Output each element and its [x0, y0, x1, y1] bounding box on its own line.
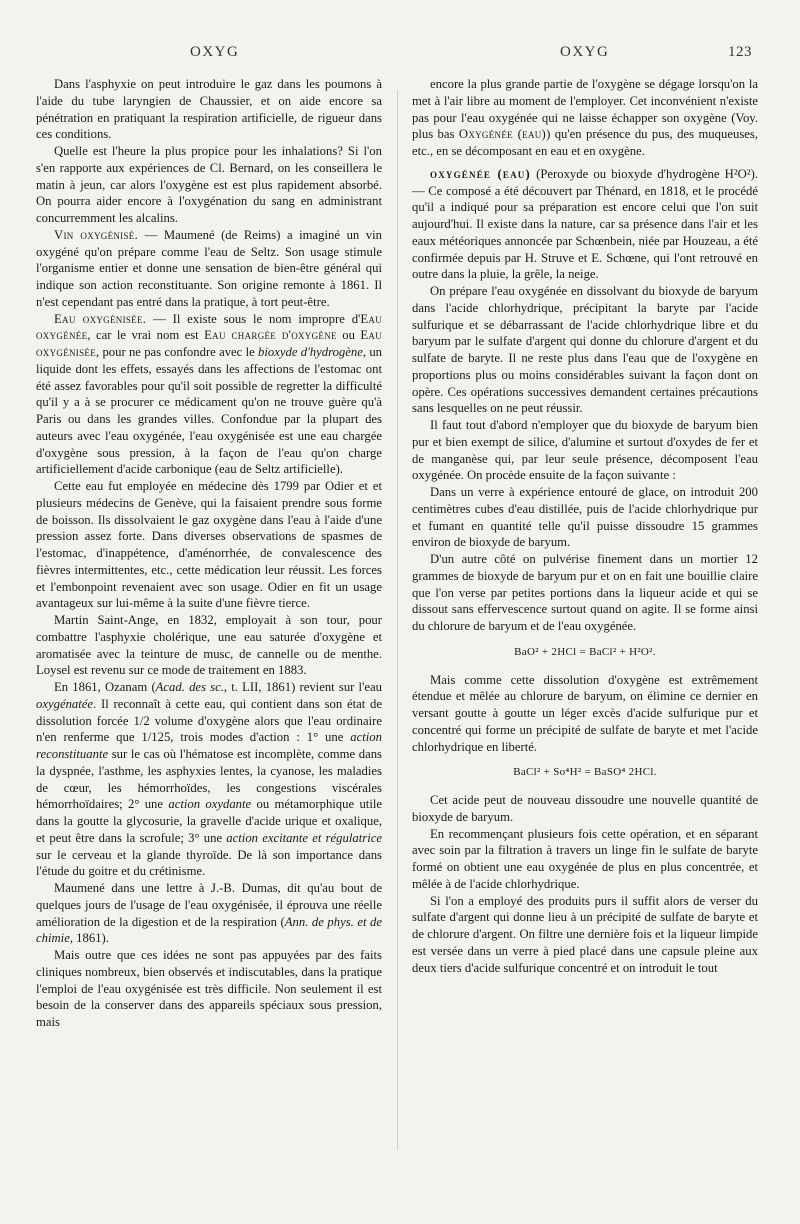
paragraph-text: ) qu'en présence du pus, des muqueuses, etc., en se décomposant en eau et en oxygène. [412, 127, 758, 158]
paragraph-text: encore la plus grande partie de l'oxygène se dégage lorsqu'on la met à l'air libre au moment de l'employer. Cet inconvénient n'existe pas pour l'eau oxygénée qui ne laisse échapper son oxygène (Voy. plus bas [412, 77, 758, 142]
entry-headword-oxygenee: oxygénée (eau) [430, 166, 531, 181]
running-head-left: OXYG [190, 44, 240, 60]
paragraph-text: , un liquide dont les effets, essayés dans les affections de l'estomac ont été assez favorables pour qu'il soit possible de regretter la difficulté qu'il y a à se procurer ce médicament qu'on ne trouve guère qu'à Paris ou dans les grandes villes. Confondue par la plupart des auteurs avec l'eau oxygénée, l'eau oxygénisée est une eau chargée d'oxygène sous pression, à la façon de l'eau qu'on charge artificiellement d'acide carbonique (eau de Seltz artificielle). [36, 345, 382, 477]
paragraph-maumene [36, 880, 382, 947]
small-caps-crossref: Oxygénée (eau) [458, 127, 547, 142]
paragraph-text: , t. LII, 1861) revient sur l'eau [223, 680, 382, 694]
paragraph-text: (Peroxyde ou bioxyde d'hydrogène H²O²). — Ce composé a été découvert par Thénard, en 1818, et le procédé qu'il a indiqué pour sa préparation est encore celui que l'on suit aujourd'hui. Il existe dans la nature, car sa présence dans l'air et les eaux météoriques annoncée par Schœnbein, niée par Houzeau, a été confirmée depuis par H. Struve et E. Schœne, qui l'ont retrouvé en outre dans la pluie, la grêle, la neige. [412, 166, 758, 282]
italic-term: action reconstituante [36, 730, 382, 761]
column-divider [397, 90, 398, 1150]
small-caps-term: Eau oxygénée [36, 311, 382, 343]
italic-term: oxygénatée [36, 696, 94, 711]
paragraph-oxygenee-eau [412, 166, 758, 283]
paragraph-verre-experience: Dans un verre à expérience entouré de glace, on introduit 200 centimètres cubes d'eau distillée, puis de l'acide chlorhydrique pur et fumant en quantité telle qu'il puisse dissoudre 15 grammes environ de bioxyde de baryum. [412, 485, 758, 550]
running-head-right: OXYG [560, 44, 610, 60]
paragraph-text: — Maumené (de Reims) a imaginé un vin oxygéné qu'on prépare comme l'eau de Seltz. Son usage stimule l'organisme entier et donne une sensation de bien-être général qui indique son action reconstituante. Son origine remonte à 1861. Il n'est cependant pas entré dans la pratique, à tort peut-être. [36, 227, 382, 309]
right-column [412, 76, 758, 976]
paragraph-inhalations: Quelle est l'heure la plus propice pour les inhalations? Si l'on s'en rapporte aux expériences de Cl. Bernard, on les conseillera le matin à jeun, car alors l'oxygène est est plus rapidement absorbé. On pourra aider encore à l'oxygénation du sang en administrant concurremment les alcalins. [36, 144, 382, 225]
italic-term: action oxydante [168, 797, 252, 812]
paragraph-odier: Cette eau fut employée en médecine dès 1799 par Odier et et plusieurs médecins de Genève, qui la faisaient prendre sous forme de boisson. Ils dissolvaient le gaz oxygène dans l'eau à l'aide d'une pression assez forte. Dans diverses observations de spasmes de l'estomac, d'inappétence, d'aménorrhée, de convalescence des fièvres intermittentes, etc., cette médication leur réussit. Les forces et l'embonpoint revenaient avec son usage. Odier en fit un usage avantageux sur lui-même à la suite d'une fièvre tierce. [36, 479, 382, 611]
paragraph-text: , 1861). [69, 931, 109, 946]
small-caps-term: Eau chargée d'oxygène [204, 328, 337, 343]
paragraph-vin-oxygenise [36, 227, 382, 311]
italic-citation: Acad. des sc. [155, 680, 224, 694]
italic-term: action excitante et régulatrice [226, 830, 382, 845]
paragraph-text: sur le cas où l'hématose est incomplète, comme dans la dyspnée, l'asthme, les asphyxies lentes, la cyanose, les maladies de cœur, les hémorrhoïdes, les congestions viscérales hémorrhoïdaires; 2° une [36, 747, 382, 812]
chemical-formula-2: BaCl² + So⁴H² = BaSO⁴ 2HCl. [513, 766, 657, 779]
paragraph-text: Maumené dans une lettre à J.-B. Dumas, dit qu'au bout de quelques jours de l'usage de l'eau oxygénisée, il éprouva une réelle amélioration de la digestion et de la respiration ( [36, 881, 382, 929]
paragraph-continuation [412, 76, 758, 160]
paragraph-difficulte: Mais outre que ces idées ne sont pas appuyées par des faits cliniques nombreux, bien observés et indiscutables, dans la pratique l'emploi de l'eau oxygénisée est très difficile. Non seulement il est besoin de la conserver dans des appareils spéciaux sous pression, mais [36, 948, 382, 1029]
left-column [36, 76, 382, 1031]
paragraph-text: En 1861, Ozanam ( [54, 680, 156, 694]
paragraph-text: sur le cerveau et la glande thyroïde. De là son importance dans l'étude du goitre et du crétinisme. [36, 847, 382, 879]
paragraph-mortier: D'un autre côté on pulvérise finement dans un mortier 12 grammes de bioxyde de baryum pur et on en fait une bouillie claire que l'on verse par petites portions dans la liqueur acide et qui se dissout sans effervescence surtout quand on agite. Il se forme ainsi du chlorure de baryum et de l'eau oxygénée. [412, 552, 758, 633]
paragraph-text: ou métamorphique utile dans la goutte la glycosurie, la gravelle d'acide urique et oxalique, et peut être dans la scrofule; 3° une [36, 797, 382, 845]
paragraph-asphyxie: Dans l'asphyxie on peut introduire le gaz dans les poumons à l'aide du tube laryngien de Chaussier, et on aide encore sa pénétration en pratiquant la respiration artificielle, de rigueur dans ces conditions. [36, 77, 382, 142]
paragraph-text: , car le vrai nom est [87, 328, 205, 343]
paragraph-filtration: En recommençant plusieurs fois cette opération, et en séparant avec soin par la filtration à travers un linge fin le sulfate de baryte formé on obtient une eau oxygénée de plus en plus concentrée, et mêlée à de l'acide chlorhydrique. [412, 826, 758, 891]
paragraph-eau-oxygenisee [36, 311, 382, 479]
paragraph-sulfate-argent: Si l'on a employé des produits purs il suffit alors de verser du sulfate d'argent qui donne lieu à un précipité de sulfate de baryte et de chlorure d'argent. On filtre une dernière fois et la liqueur limpide est versée dans un verre à pied placé dans une capsule pleine aux deux tiers d'acide sulfurique concentré et on introduit le tout [412, 893, 758, 975]
paragraph-acide: Cet acide peut de nouveau dissoudre une nouvelle quantité de bioxyde de baryum. [412, 793, 758, 824]
entry-term-vin-oxygenise: Vin oxygénisé. [54, 227, 139, 242]
chemical-formula-1: BaO² + 2HCl = BaCl² + H²O². [514, 645, 656, 658]
paragraph-elimination: Mais comme cette dissolution d'oxygène est extrêmement étendue et mêlée au chlorure de baryum, on élimine ce dernier en versant goutte à goutte un léger excès d'acide sulfurique pur et concentré qui forme un précipité de sulfate de baryte et met l'acide chlorhydrique en liberté. [412, 672, 758, 754]
paragraph-preparation: On prépare l'eau oxygénée en dissolvant du bioxyde de baryum dans l'acide chlorhydrique, précipitant la baryte par l'acide sulfurique et se débarrassant de l'acide chlorhydrique libre et du baryum par le sulfate d'argent qui donne du chlorure d'argent et du sulfate de baryte. Il ne reste plus dans l'eau que de l'oxygène en proportions plus ou moins considérables suivant la façon dont on opère. Ces opérations successives demandent certaines précautions sans lesquelles on ne peut réussir. [412, 284, 758, 416]
page-number: 123 [728, 44, 752, 60]
italic-term: bioxyde d'hydrogène [258, 345, 363, 359]
entry-term-eau-oxygenisee: Eau oxygénisée. [54, 311, 147, 326]
paragraph-ozanam [36, 679, 382, 880]
paragraph-text: ou [336, 328, 361, 343]
small-caps-term: Eau oxygénisée [36, 328, 383, 359]
paragraph-bioxyde-pur: Il faut tout d'abord n'employer que du bioxyde de baryum bien pur et bien exempt de silice, d'alumine et surtout d'oxydes de fer et de manganèse qui, par leur seule présence, décomposent l'eau oxygénée. On procède ensuite de la façon suivante : [412, 418, 758, 483]
paragraph-text: — Il existe sous le nom impropre d' [146, 311, 361, 326]
paragraph-text: . Il reconnaît à cette eau, qui contient dans son état de dissolution forcée 1/2 volume d'oxygène alors que l'eau ordinaire n'en renferme que 1/125, trois modes d'action : 1° une [36, 696, 382, 745]
paragraph-text: , pour ne pas confondre avec le [96, 345, 259, 359]
italic-citation: Ann. de phys. et de chimie [36, 914, 382, 946]
paragraph-martin-saint-ange: Martin Saint-Ange, en 1832, employait à son tour, pour combattre l'asphyxie cholérique, une eau saturée d'oxygène et aromatisée avec la teinture de musc, de cannelle ou de menthe. Loysel est revenu sur ce mode de traitement en 1883. [36, 613, 382, 678]
